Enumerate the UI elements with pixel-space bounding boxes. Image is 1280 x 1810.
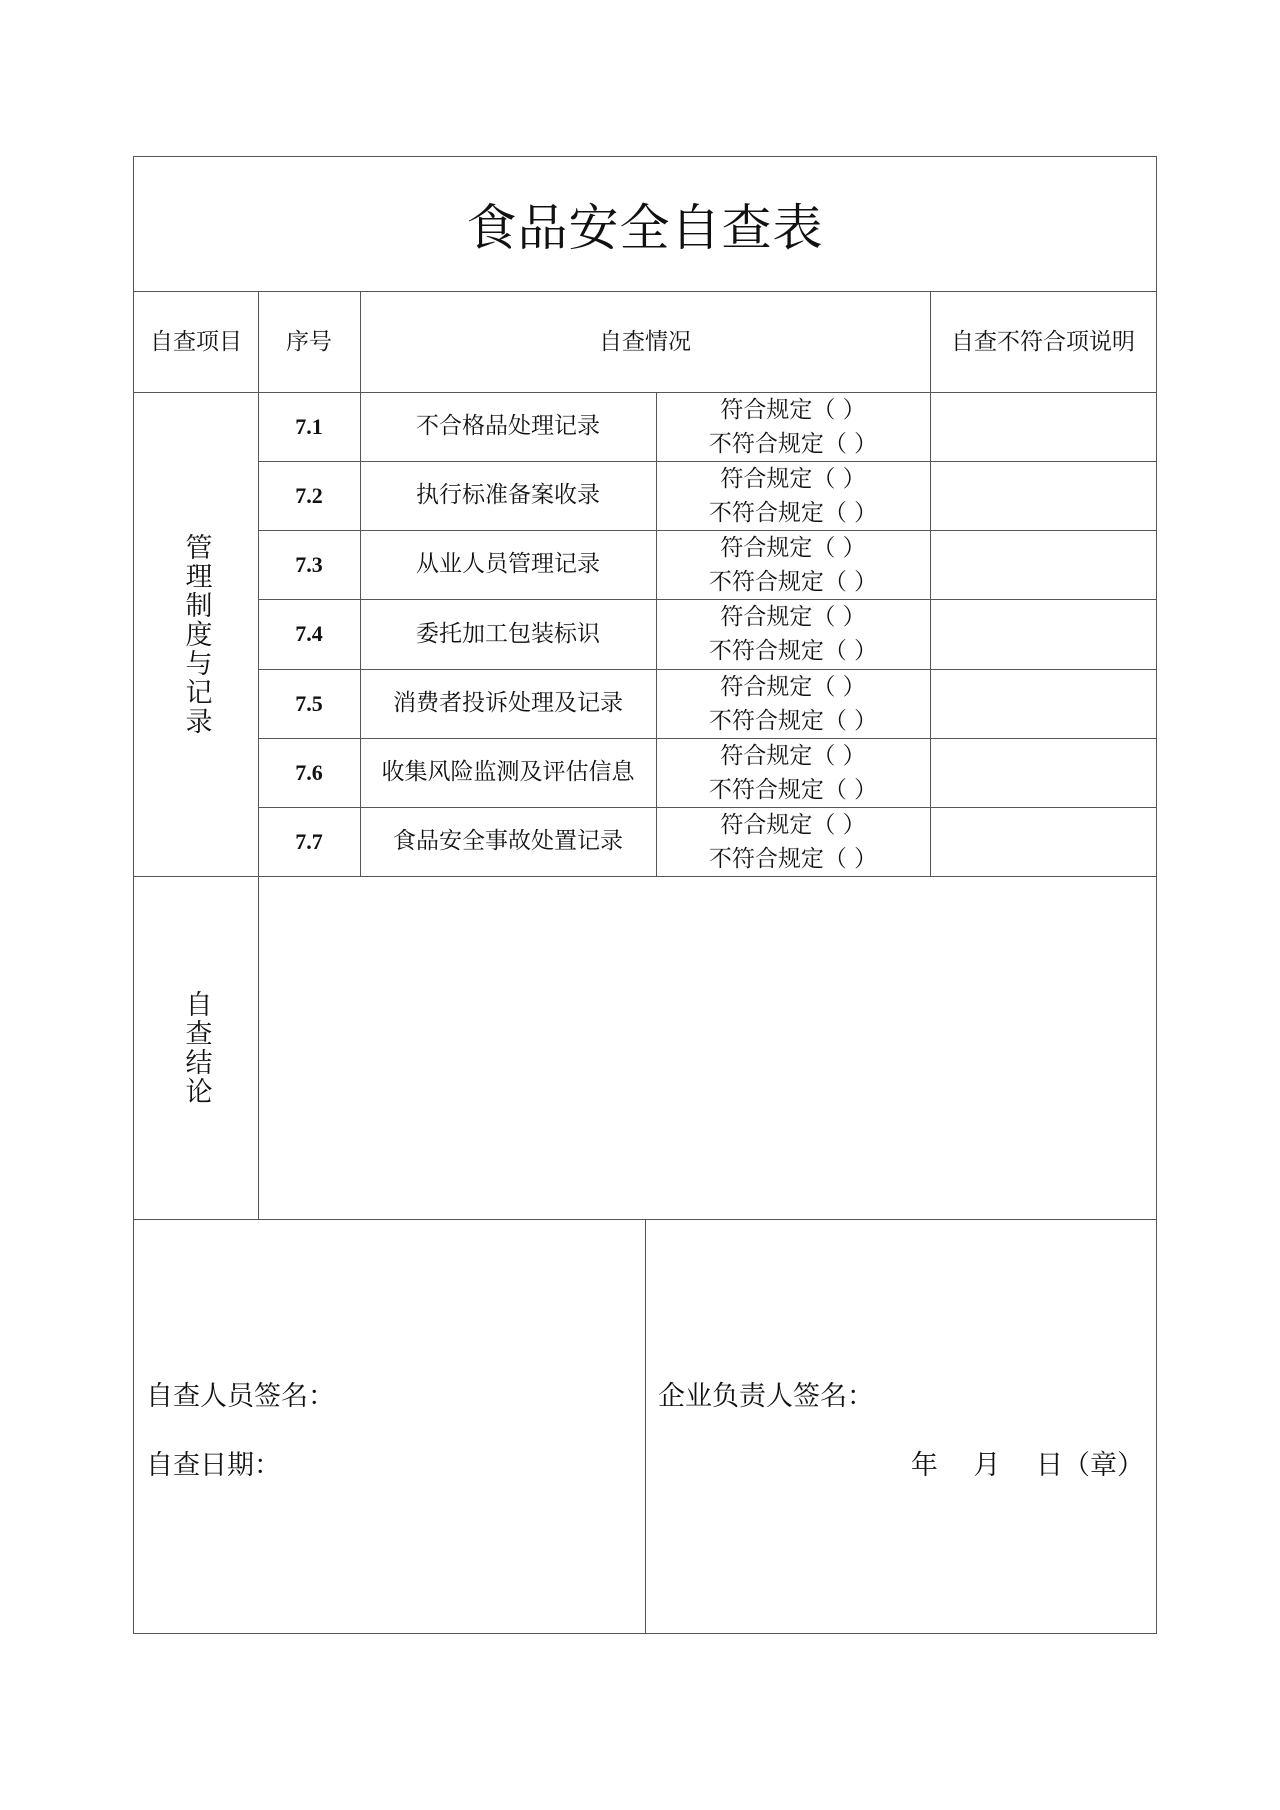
manager-signature-label: 企业负责人签名： — [658, 1381, 874, 1412]
option-noncompliant[interactable]: 不符合规定（ ） — [708, 707, 878, 734]
self-inspection-form — [133, 156, 1157, 1634]
option-noncompliant[interactable]: 不符合规定（ ） — [708, 638, 878, 664]
form-title: 食品安全自查表 — [466, 199, 824, 257]
option-noncompliant[interactable]: 不符合规定（ ） — [708, 845, 878, 872]
header-item: 自查项目 — [150, 328, 242, 355]
option-noncompliant[interactable]: 不符合规定（ ） — [708, 430, 878, 457]
row-item: 不合格品处理记录 — [416, 413, 600, 439]
divider — [645, 1219, 646, 1633]
row-seq: 7.3 — [295, 551, 323, 577]
option-compliant[interactable]: 符合规定（ ） — [720, 673, 866, 700]
row-options — [656, 392, 930, 461]
inspection-date-label: 自查日期： — [146, 1450, 281, 1481]
row-note[interactable] — [930, 530, 1156, 599]
header-situation: 自查情况 — [599, 328, 691, 355]
option-compliant[interactable]: 符合规定（ ） — [720, 534, 866, 561]
row-options — [656, 738, 930, 807]
option-noncompliant[interactable]: 不符合规定（ ） — [708, 568, 878, 595]
option-compliant[interactable]: 符合规定（ ） — [720, 811, 866, 838]
row-item: 执行标准备案收录 — [416, 482, 600, 508]
header-seq: 序号 — [286, 328, 332, 355]
option-compliant[interactable]: 符合规定（ ） — [720, 742, 866, 769]
row-options — [656, 669, 930, 738]
option-compliant[interactable]: 符合规定（ ） — [720, 465, 866, 492]
conclusion-label: 自查结论 — [180, 989, 212, 1106]
row-seq: 7.7 — [295, 828, 323, 854]
section-label: 管理制度与记录 — [180, 532, 212, 736]
inspector-signature-label: 自查人员签名： — [146, 1381, 335, 1412]
date-seal: 年 月 日（章） — [910, 1450, 1144, 1481]
row-options — [656, 530, 930, 599]
row-options — [656, 461, 930, 530]
option-compliant[interactable]: 符合规定（ ） — [720, 604, 866, 630]
option-noncompliant[interactable]: 不符合规定（ ） — [708, 499, 878, 526]
row-seq: 7.5 — [295, 690, 323, 716]
row-note[interactable] — [930, 738, 1156, 807]
row-seq: 7.4 — [295, 621, 323, 646]
conclusion-field[interactable] — [258, 876, 1156, 1219]
row-note[interactable] — [930, 807, 1156, 876]
row-seq: 7.1 — [295, 413, 323, 439]
row-note[interactable] — [930, 392, 1156, 461]
row-options — [656, 807, 930, 876]
row-item: 消费者投诉处理及记录 — [393, 690, 623, 716]
header-note: 自查不符合项说明 — [951, 328, 1135, 355]
row-note[interactable] — [930, 599, 1156, 669]
row-item: 收集风险监测及评估信息 — [381, 759, 635, 785]
row-options — [656, 599, 930, 669]
row-note[interactable] — [930, 461, 1156, 530]
row-item: 委托加工包装标识 — [416, 620, 600, 647]
row-item: 食品安全事故处置记录 — [393, 828, 623, 854]
row-seq: 7.2 — [295, 482, 323, 508]
row-seq: 7.6 — [295, 759, 323, 785]
row-item: 从业人员管理记录 — [416, 551, 600, 577]
option-compliant[interactable]: 符合规定（ ） — [720, 396, 866, 423]
row-note[interactable] — [930, 669, 1156, 738]
option-noncompliant[interactable]: 不符合规定（ ） — [708, 776, 878, 803]
